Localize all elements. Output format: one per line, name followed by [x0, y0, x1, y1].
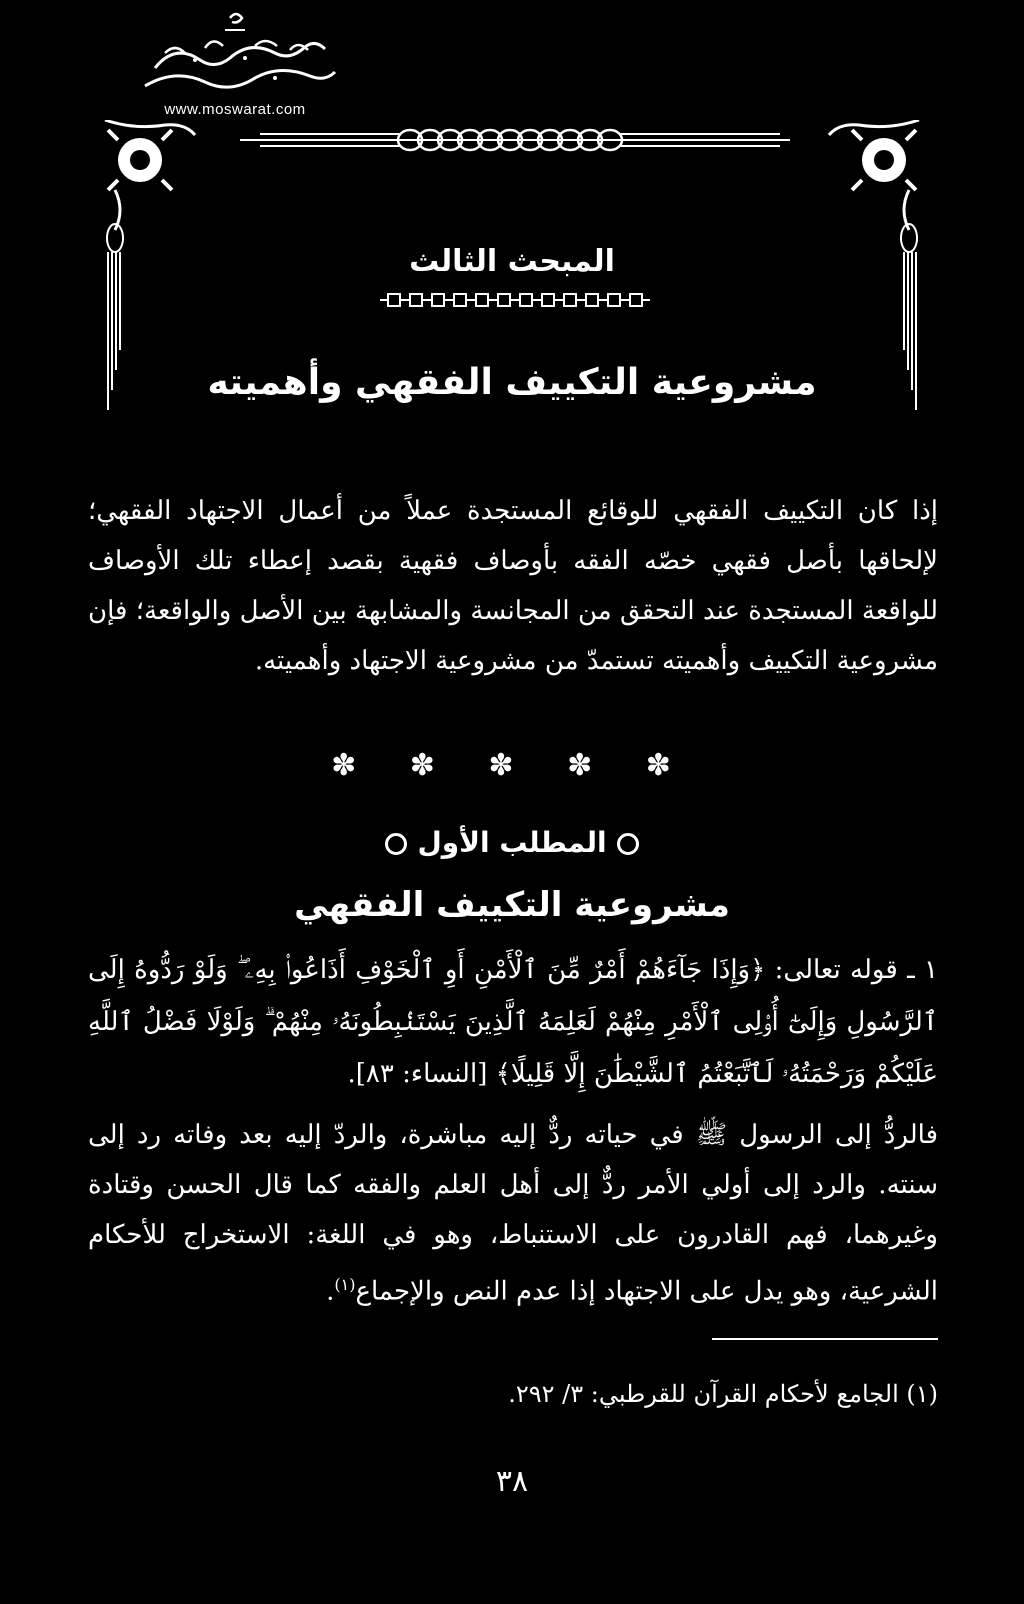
- explanation-paragraph: فالردُّ إلى الرسول ﷺ في حياته ردٌّ إليه مباشرة، والردّ إليه بعد وفاته رد إلى سنته. والرد إلى أولي الأمر ردٌّ إلى أهل العلم والفقه كما قال الحسن وقتادة وغيرهما، فهم القادرون على الاستنباط، وهو في اللغة: الاستخراج للأحكام الشرعية، وهو يدل على الاجتهاد إذا عدم النص والإجماع$^{(١)}$.: [88, 1120, 938, 1307]
- footnote: (١) الجامع لأحكام القرآن للقرطبي: ٣/ ٢٩٢.: [508, 1380, 938, 1408]
- logo-url: www.moswarat.com: [164, 101, 306, 118]
- page-number: ٣٨: [495, 1464, 529, 1499]
- verse-paragraph: ١ ـ قوله تعالى: ﴿وَإِذَا جَآءَهُمْ أَمْرٌ مِّنَ ٱلْأَمْنِ أَوِ ٱلْخَوْفِ أَذَاعُوا۟ بِهِۦ ۖ وَلَوْ رَدُّوهُ إِلَى ٱلرَّسُولِ وَإِلَىٰٓ أُو۟لِى ٱلْأَمْرِ مِنْهُمْ لَعَلِمَهُ ٱلَّذِينَ يَسْتَنۢبِطُونَهُۥ مِنْهُمْ ۗ وَلَوْلَا فَضْلُ ٱللَّهِ عَلَيْكُمْ وَرَحْمَتُهُۥ لَٱتَّبَعْتُمُ ٱلشَّيْطَٰنَ إِلَّا قَلِيلًا﴾ [النساء: ٨٣].: [88, 955, 938, 1089]
- ring-ornament-left: [385, 833, 407, 855]
- explanation-text: فالردُّ إلى الرسول ﷺ في حياته ردٌّ إليه مباشرة، والردّ إليه بعد وفاته رد إلى سنته. والرد إلى أولي الأمر ردٌّ إلى أهل العلم والفقه كما قال الحسن وقتادة وغيرهما، فهم القادرون على الاستنباط، وهو في اللغة: الاستخراج للأحكام الشرعية، وهو يدل على الاجتهاد إذا عدم النص والإجماع: [88, 1120, 938, 1307]
- right-flower-ornament: [829, 120, 919, 230]
- publisher-logo: [120, 8, 350, 126]
- intro-paragraph: إذا كان التكييف الفقهي للوقائع المستجدة عملاً من أعمال الاجتهاد الفقهي؛ لإلحاقها بأصل فقهي خصّه الفقه بأوصاف فقهية بقصد إعطاء تلك الأوصاف للواقعة المستجدة عند التحقق من المجانسة والمشابهة بين الأصل والواقعة؛ فإن مشروعية التكييف وأهميته تستمدّ من مشروعية الاجتهاد وأهميته.: [88, 496, 938, 676]
- topic-heading: مشروعية التكييف الفقهي وأهميته: [207, 362, 817, 403]
- section-title: مشروعية التكييف الفقهي: [294, 885, 730, 925]
- chapter-heading: المبحث الثالث: [409, 244, 615, 279]
- heading-chain-ornament: [380, 292, 650, 308]
- footnote-separator: [712, 1338, 938, 1340]
- footnote-marker: (١): [334, 1275, 356, 1294]
- section-label: المطلب الأول: [417, 826, 607, 859]
- stars-divider: ✽ ✽ ✽ ✽ ✽: [331, 748, 693, 783]
- left-flower-ornament: [105, 120, 195, 230]
- logo-calligraphy: [125, 8, 345, 103]
- ring-ornament-right: [617, 833, 639, 855]
- section-label-row: [0, 826, 1024, 859]
